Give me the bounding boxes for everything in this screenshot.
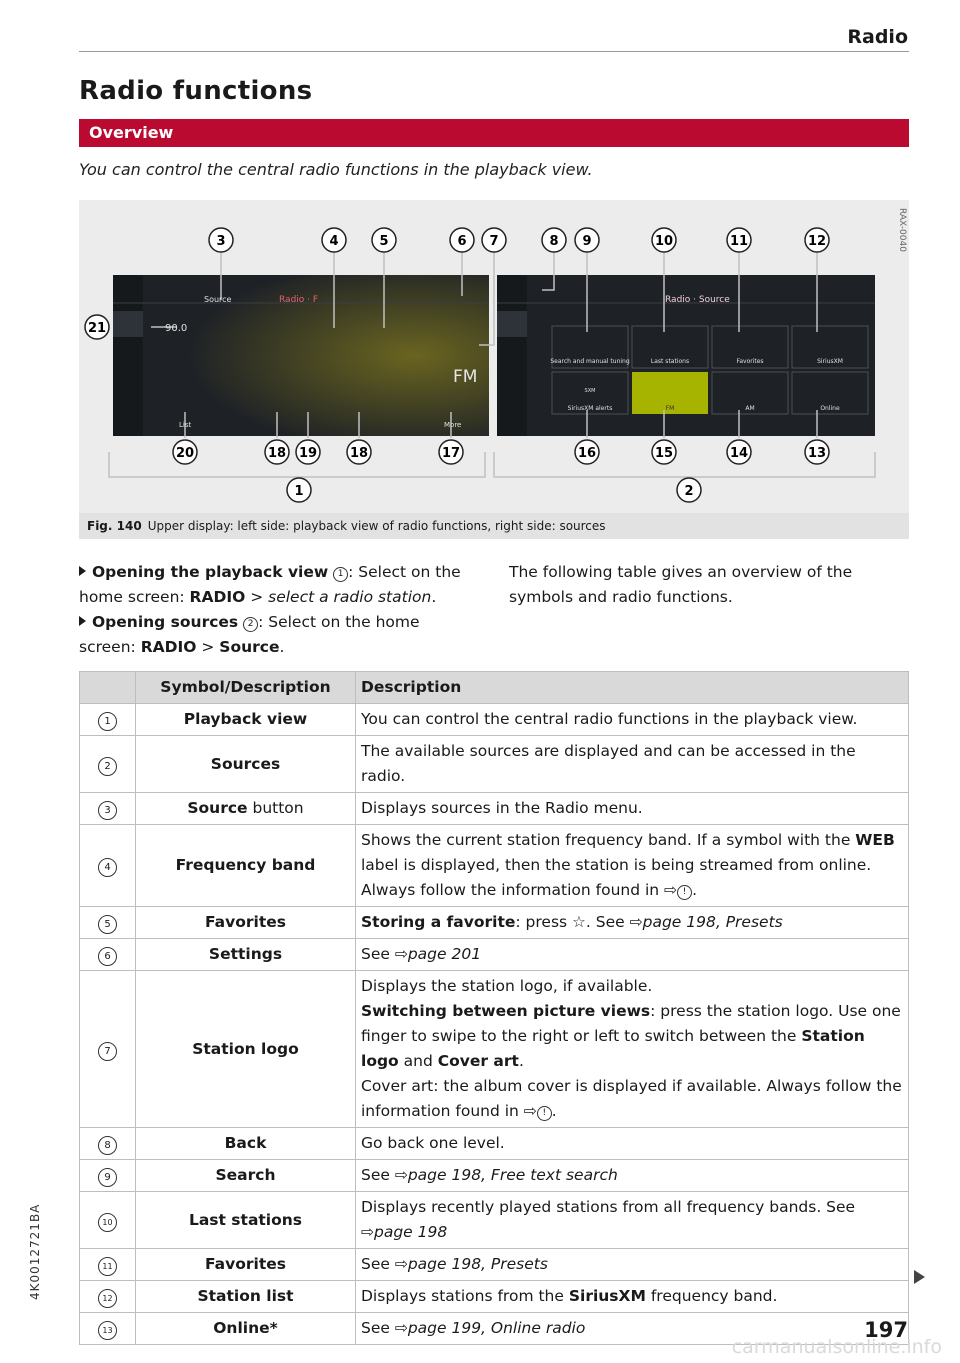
svg-text:13: 13 (807, 446, 827, 461)
sxm-small: SXM (584, 388, 596, 394)
svg-text:16: 16 (577, 446, 597, 461)
tile-am: AM (745, 405, 755, 412)
running-header: Radio (847, 26, 908, 48)
table-row: 12 Station list Displays stations from the SiriusXM frequency band. (80, 1281, 909, 1313)
callout-8 (542, 228, 566, 252)
callout-ref-2: 2 (243, 617, 258, 632)
callout-9 (575, 228, 599, 252)
bullet-arrow-icon (79, 616, 86, 626)
svg-text:18: 18 (267, 446, 287, 461)
svg-text:20: 20 (175, 446, 195, 461)
continue-arrow-icon (914, 1270, 925, 1284)
callout-17 (439, 440, 463, 464)
left-sidebar (113, 275, 143, 436)
page-link[interactable]: page 198, Presets (407, 1255, 548, 1273)
callout-12 (805, 228, 829, 252)
svg-text:14: 14 (729, 446, 749, 461)
page-link[interactable]: page 198 (374, 1223, 448, 1241)
item2-label: Opening sources (92, 613, 239, 631)
callout-18a (265, 440, 289, 464)
callout-16 (575, 440, 599, 464)
svg-text:7: 7 (489, 234, 499, 249)
page-link[interactable]: page 201 (407, 945, 482, 963)
side-code: 4K0012721BA (28, 1203, 42, 1300)
callout-1 (287, 478, 311, 502)
callout-7 (482, 228, 506, 252)
table-row: 13 Online* See ⇨page 199, Online radio (80, 1313, 909, 1345)
callout-2 (677, 478, 701, 502)
tile-online: Online (820, 405, 840, 412)
callout-4 (322, 228, 346, 252)
table-header-row (80, 672, 909, 704)
figure-140 (79, 200, 909, 513)
callout-13 (805, 440, 829, 464)
tile-favorites: Favorites (736, 358, 764, 365)
col-description: Description (356, 672, 909, 704)
callout-3 (209, 228, 233, 252)
table-row: 3 Source button Displays sources in the Radio menu. (80, 793, 909, 825)
svg-text:15: 15 (654, 446, 674, 461)
tile-last-stations: Last stations (650, 358, 690, 365)
table-row: 2 Sources The available sources are displayed and can be accessed in the radio. (80, 736, 909, 793)
tile-fm: FM (665, 405, 675, 412)
body-right: The following table gives an overview of the symbols and radio functions. (509, 563, 853, 606)
section-heading: Overview (79, 119, 909, 147)
table-row: 10 Last stations Displays recently played stations from all frequency bands. See ⇨page 198 (80, 1192, 909, 1249)
svg-text:3: 3 (216, 234, 226, 249)
header-rule (79, 51, 909, 52)
page-link[interactable]: page 198, Presets (642, 913, 783, 931)
table-row: 9 Search See ⇨page 198, Free text search (80, 1160, 909, 1192)
page-title: Radio functions (79, 76, 313, 106)
warning-icon: ! (537, 1106, 552, 1121)
svg-text:18: 18 (349, 446, 369, 461)
callout-18b (347, 440, 371, 464)
symbols-table (79, 671, 909, 1345)
table-row: 7 Station logo Displays the station logo, if available. Switching between picture views: press the station logo. Use one finger to swipe to the right or left to switch between the Station logo and Cover art. Cover art: the album cover is displayed if available. Always follow the information found in ⇨ ! . (80, 971, 909, 1128)
tile-sxm-alerts: SiriusXM alerts (567, 405, 613, 412)
svg-text:11: 11 (729, 234, 749, 249)
more-label: More (444, 421, 462, 429)
callout-ref-1: 1 (333, 567, 348, 582)
page-link[interactable]: page 198, Free text search (407, 1166, 618, 1184)
table-row: 4 Frequency band Shows the current station frequency band. If a symbol with the WEB label is displayed, then the station is being streamed from online. Always follow the information found in ⇨ ! . (80, 825, 909, 907)
page-link[interactable]: page 199, Online radio (407, 1319, 586, 1337)
figure-id: RAX-0040 (897, 208, 907, 252)
svg-text:19: 19 (298, 446, 318, 461)
svg-text:6: 6 (457, 234, 467, 249)
tile-search: Search and manual tuning (550, 358, 630, 365)
callout-11 (727, 228, 751, 252)
bullet-arrow-icon (79, 566, 86, 576)
svg-text:21: 21 (87, 321, 107, 336)
figure-svg (79, 200, 909, 513)
svg-text:2: 2 (684, 484, 694, 499)
svg-text:17: 17 (441, 446, 461, 461)
band-logo: FM (453, 367, 478, 387)
list-label: List (179, 421, 192, 429)
warning-icon: ! (677, 885, 692, 900)
callout-20 (173, 440, 197, 464)
body-left: Opening the playback view 1 : Select on the home screen: RADIO > select a radio station. Opening sources 2 : Select on the home screen: RADIO > Source. (79, 563, 461, 656)
svg-text:12: 12 (807, 234, 827, 249)
svg-text:5: 5 (379, 234, 389, 249)
watermark: carmanualsonline.info (731, 1336, 942, 1358)
col-symbol: Symbol/Description (136, 672, 356, 704)
table-row: 6 Settings See ⇨page 201 (80, 939, 909, 971)
radio-label: Radio · F (279, 295, 319, 305)
table-row: 11 Favorites See ⇨page 198, Presets (80, 1249, 909, 1281)
callout-5 (372, 228, 396, 252)
svg-text:10: 10 (654, 234, 674, 249)
svg-text:1: 1 (294, 484, 304, 499)
svg-text:8: 8 (549, 234, 559, 249)
figure-caption-text: Upper display: left side: playback view of radio functions, right side: sources (147, 519, 606, 533)
callout-21 (85, 315, 109, 339)
svg-text:4: 4 (329, 234, 339, 249)
table-row: 1 Playback view You can control the central radio functions in the playback view. (80, 704, 909, 736)
figure-label: Fig. 140 (87, 519, 142, 533)
intro-text: You can control the central radio functions in the playback view. (79, 160, 593, 179)
item1-label: Opening the playback view (92, 563, 329, 581)
callout-10 (652, 228, 676, 252)
callout-15 (652, 440, 676, 464)
table-row: 8 Back Go back one level. (80, 1128, 909, 1160)
figure-caption (79, 513, 909, 539)
callout-14 (727, 440, 751, 464)
source-button-label: Source (204, 295, 232, 304)
callout-19 (296, 440, 320, 464)
right-screen-title: Radio · Source (665, 295, 730, 305)
svg-text:9: 9 (582, 234, 592, 249)
callout-6 (450, 228, 474, 252)
page-number: 197 (864, 1318, 908, 1342)
tile-siriusxm: SiriusXM (817, 358, 843, 365)
frequency-label: 90.0 (165, 323, 188, 334)
right-sidebar (497, 275, 527, 436)
table-row: 5 Favorites Storing a favorite: press ☆. See ⇨page 198, Presets (80, 907, 909, 939)
